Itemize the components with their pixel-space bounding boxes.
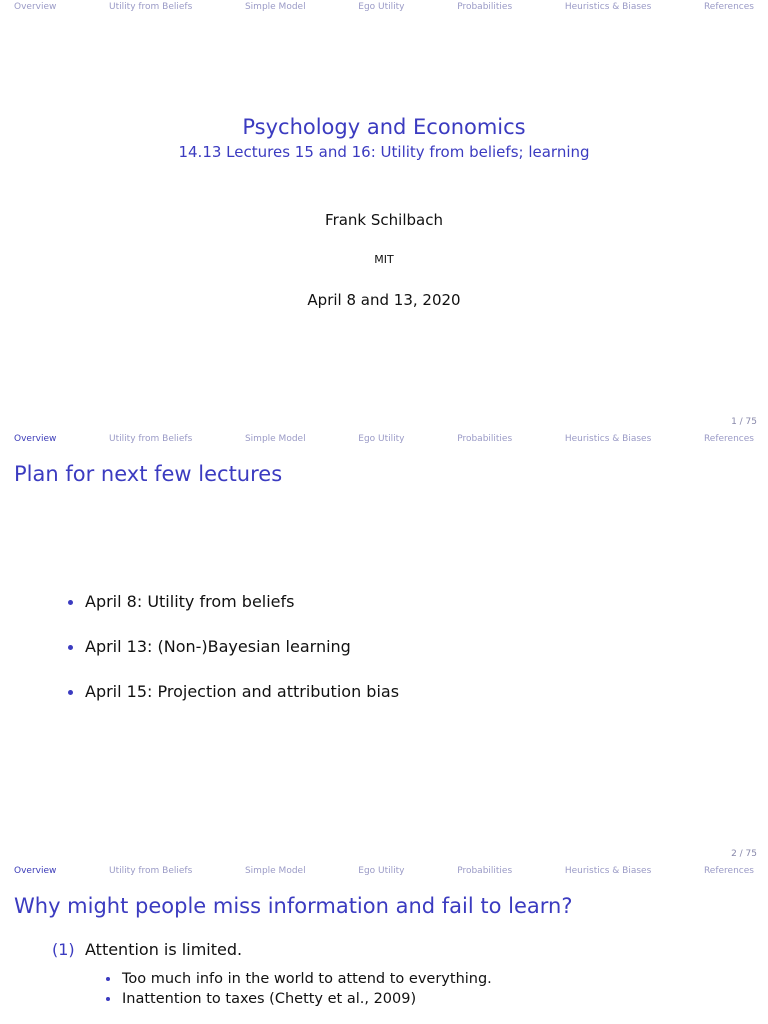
list-item — [66, 680, 399, 725]
item-number: (1) — [52, 940, 75, 959]
nav-probabilities[interactable]: Probabilities — [457, 2, 513, 12]
section-nav — [14, 866, 754, 876]
nav-probabilities[interactable]: Probabilities — [457, 866, 513, 876]
page-number: 2 / 75 — [731, 849, 757, 859]
nav-simple-model[interactable]: Simple Model — [244, 434, 306, 444]
nav-ego-utility[interactable]: Ego Utility — [358, 866, 405, 876]
slide-plan — [0, 432, 768, 864]
nav-simple-model[interactable]: Simple Model — [244, 866, 306, 876]
list-item — [66, 590, 399, 635]
bullet-icon — [68, 690, 73, 695]
list-item-text: Inattention to taxes (Chetty et al., 2009) — [122, 991, 417, 1007]
presentation-date: April 8 and 13, 2020 — [307, 291, 461, 309]
nav-references[interactable]: References — [703, 866, 754, 876]
nav-simple-model[interactable]: Simple Model — [244, 2, 306, 12]
list-item — [104, 989, 492, 1009]
list-item-text: April 15: Projection and attribution bias — [85, 682, 400, 701]
nav-references[interactable]: References — [703, 434, 754, 444]
author: Frank Schilbach — [325, 211, 443, 229]
frame-title: Plan for next few lectures — [14, 462, 283, 486]
page-number: 1 / 75 — [731, 417, 757, 427]
bullet-icon — [68, 600, 73, 605]
list-item-text: April 13: (Non-)Bayesian learning — [85, 637, 351, 656]
nav-utility-from-beliefs[interactable]: Utility from Beliefs — [109, 434, 193, 444]
bullet-list — [66, 590, 399, 725]
nav-ego-utility[interactable]: Ego Utility — [358, 2, 405, 12]
list-item-text: April 8: Utility from beliefs — [85, 592, 295, 611]
bullet-icon — [68, 645, 73, 650]
nav-overview[interactable]: Overview — [14, 2, 57, 12]
section-nav — [14, 2, 754, 12]
list-item — [104, 969, 492, 989]
sub-bullet-list — [104, 969, 492, 1009]
nav-probabilities[interactable]: Probabilities — [457, 434, 513, 444]
enumerated-item — [52, 940, 242, 959]
presentation-subtitle: 14.13 Lectures 15 and 16: Utility from beliefs; learning — [178, 143, 590, 161]
section-nav — [14, 434, 754, 444]
title-block — [0, 112, 768, 162]
presentation-title: Psychology and Economics — [242, 115, 526, 139]
bullet-icon — [106, 997, 110, 1001]
list-item — [66, 635, 399, 680]
nav-heuristics-biases[interactable]: Heuristics & Biases — [564, 866, 652, 876]
nav-ego-utility[interactable]: Ego Utility — [358, 434, 405, 444]
nav-utility-from-beliefs[interactable]: Utility from Beliefs — [109, 2, 193, 12]
frame-title: Why might people miss information and fail to learn? — [14, 894, 573, 918]
nav-overview[interactable]: Overview — [14, 434, 57, 444]
bullet-icon — [106, 977, 110, 981]
slide-missing-information — [0, 864, 768, 1024]
list-item-text: Too much info in the world to attend to everything. — [122, 971, 492, 987]
item-text: Attention is limited. — [85, 940, 243, 959]
institute: MIT — [374, 253, 394, 266]
nav-utility-from-beliefs[interactable]: Utility from Beliefs — [109, 866, 193, 876]
nav-heuristics-biases[interactable]: Heuristics & Biases — [564, 434, 652, 444]
nav-overview[interactable]: Overview — [14, 866, 57, 876]
nav-heuristics-biases[interactable]: Heuristics & Biases — [564, 2, 652, 12]
slide-title — [0, 0, 768, 432]
nav-references[interactable]: References — [703, 2, 754, 12]
